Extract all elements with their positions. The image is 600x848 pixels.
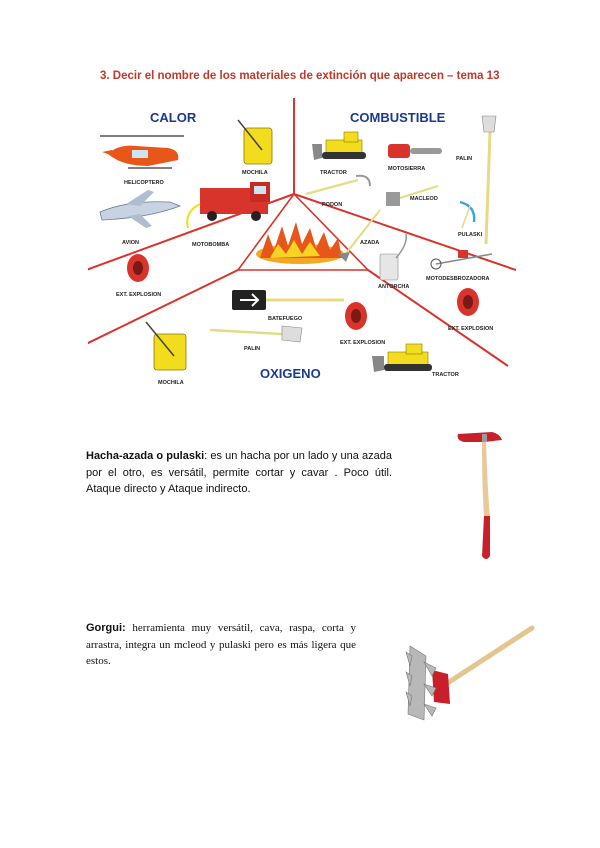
shovel-bottom-icon: [210, 326, 302, 342]
label-tractor-top: TRACTOR: [320, 170, 347, 176]
pulaski-text: : es un hacha por un lado y una azada por el otro, es versátil, permite cortar y cavar . Poco útil. Ataque directo y Ataque indirecto.: [86, 450, 392, 495]
label-ext-explosion-left: EXT. EXPLOSION: [116, 292, 162, 298]
label-mochila-bottom: MOCHILA: [158, 380, 184, 386]
gorgui-term: Gorgui:: [86, 622, 126, 634]
label-batefuego: BATEFUEGO: [268, 316, 303, 322]
shovel-top-icon: [482, 116, 496, 244]
fire-swatter-icon: [232, 290, 344, 310]
label-helicoptero: HELICOPTERO: [124, 180, 164, 186]
label-palin-top: PALIN: [456, 156, 473, 162]
helicopter-icon: [100, 136, 184, 168]
airplane-icon: [100, 190, 180, 228]
label-tractor-bottom: TRACTOR: [432, 372, 459, 378]
pulaski-axe-image: [452, 428, 508, 564]
label-ext-explosion-bottom: EXT. EXPLOSION: [340, 340, 386, 346]
label-mochila-top: MOCHILA: [242, 170, 268, 176]
backpack-pump-bottom-icon: [146, 322, 186, 370]
section-oxigeno: OXIGENO: [260, 366, 321, 381]
label-pulaski: PULASKI: [458, 232, 483, 238]
exercise-heading: 3. Decir el nombre de los materiales de extinción que aparecen – tema 13: [100, 70, 500, 82]
label-motosierra: MOTOSIERRA: [388, 166, 426, 172]
hoe-icon: [338, 210, 380, 262]
gorgui-text: herramienta muy versátil, cava, raspa, corta y arrastra, integra un mcleod y pulaski pero es más ligera que estos.: [86, 622, 356, 667]
label-macleod: MACLEOD: [410, 196, 438, 202]
podon-icon: [306, 176, 370, 194]
backpack-pump-icon: [238, 120, 272, 164]
extinguisher-left-icon: [127, 254, 149, 282]
label-motobomba: MOTOBOMBA: [192, 242, 230, 248]
label-avion: AVION: [122, 240, 140, 246]
label-motodesbrozadora: MOTODESBROZADORA: [426, 276, 490, 282]
extinction-materials-diagram: [88, 94, 516, 400]
drip-torch-icon: [380, 234, 406, 280]
pulaski-description: [86, 448, 392, 498]
label-azada: AZADA: [360, 240, 380, 246]
section-calor: CALOR: [150, 110, 197, 125]
extinguisher-bottom-icon: [345, 302, 367, 330]
tractor-top-icon: [312, 132, 366, 160]
label-ext-explosion-right: EXT. EXPLOSION: [448, 326, 494, 332]
fire-pump-truck-icon: [187, 182, 270, 228]
pulaski-term: Hacha-azada o pulaski: [86, 450, 205, 462]
label-antorcha: ANTORCHA: [378, 284, 410, 290]
tractor-bottom-icon: [372, 344, 432, 372]
gorgui-tool-image: [402, 622, 538, 730]
label-palin-bottom: PALIN: [244, 346, 261, 352]
gorgui-description: [86, 620, 356, 670]
chainsaw-icon: [388, 144, 442, 158]
pulaski-icon: [460, 202, 474, 228]
extinguisher-right-icon: [457, 288, 479, 316]
label-podon: PODON: [322, 202, 343, 208]
section-combustible: COMBUSTIBLE: [350, 110, 446, 125]
